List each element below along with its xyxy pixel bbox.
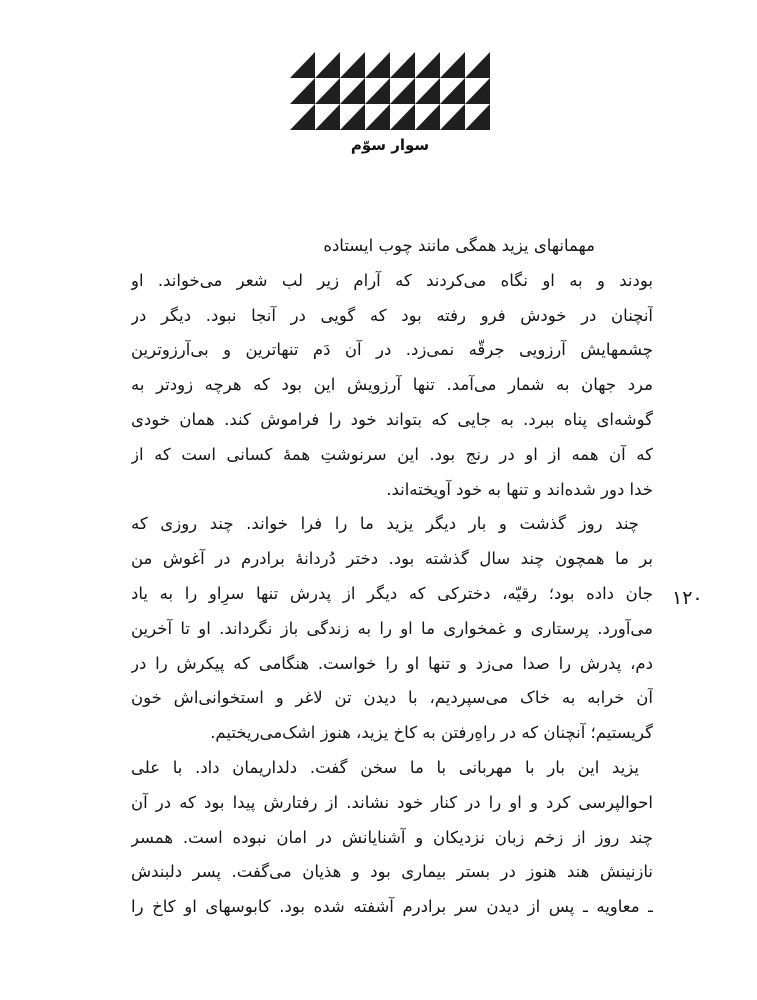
text-line: گوشه‌ای پناه ببرد. به جایی که بتواند خود را فراموش کند. همان خودی [131,409,653,429]
text-line: نازنینش هند هنوز در بستر بیماری بود و هذیان می‌گفت. پسر دلبندش [131,862,653,882]
text-line: که آن همه از او در رنج بود. این سرنوشتِ همهٔ کسانی است که از [131,444,653,464]
text-line: بر ما همچون چند سال گذشته بود. دختر دُردانهٔ برادرم در آغوش من [131,549,653,569]
ornament-triangle [415,78,440,104]
text-line: ـ معاویه ـ پس از دیدن سر برادرم آشفته شده بود. کابوسهای او کاخ را [131,897,653,917]
ornament-triangle [415,104,440,130]
text-line: آنچنان در خودش فرو رفته بود که گویی در آنجا نبود. دیگر در [131,305,653,325]
text-line: می‌آورد. پرستاری و غمخواری ما او را به زندگی باز نگرداند. او تا آخرین [131,618,653,638]
ornament-triangle [390,52,415,78]
text-line: چند روز از زخم زبان نزدیکان و آشنایانش در امان نبوده است. همسر [131,827,653,847]
page-number: ۱۲۰ [672,587,703,609]
text-line: چشمهایش آرزویی جرقّه نمی‌زد. در آن دَم تنهاترین و بی‌آرزوترین [131,340,653,360]
ornament-triangle [365,52,390,78]
ornament-triangle [315,52,340,78]
text-line: جان داده بود؛ رقیّه، دخترکی که دیگر از پدرش تنها سرِاو را به یاد [131,583,653,603]
ornament-triangle [340,104,365,130]
ornament-triangle [290,52,315,78]
text-line: دم، پدرش را صدا می‌زد و تنها او را خواست. هنگامی که پیکرش را در [131,653,653,673]
ornament-triangle [465,52,490,78]
ornament-triangle [365,104,390,130]
chapter-title: سوار سوّم [350,136,430,154]
text-line: بودند و به او نگاه می‌کردند که آرام زیر لب شعر می‌خواند. او [131,270,653,290]
ornament-triangle [390,78,415,104]
triangle-ornament [290,52,490,130]
ornament-triangle [315,78,340,104]
body-text [131,229,653,925]
text-line: خدا دور شده‌اند و تنها به خود آویخته‌اند. [386,479,653,499]
text-line: گریستیم؛ آنچنان که در راهِ‌رفتن به کاخ یزید، هنوز اشک‌می‌ریختیم. [210,723,653,743]
paragraph [131,751,653,925]
paragraph [131,229,653,507]
text-line: آن خرابه به خاک می‌سپردیم، با دیدن تن لاغر و استخوانی‌اش خون [131,688,653,708]
ornament-triangle [440,52,465,78]
ornament-triangle [465,78,490,104]
ornament-triangle [415,52,440,78]
ornament-triangle [290,78,315,104]
text-line: مهمانهای یزید همگی مانند چوب ایستاده [323,236,595,255]
ornament-triangle [340,78,365,104]
ornament-triangle [465,104,490,130]
text-line: مرد جهان به شمار می‌آمد. تنها آرزویش این بود که هرچه زودتر به [131,375,653,395]
ornament-triangle [290,104,315,130]
ornament-triangle [440,78,465,104]
ornament-triangle [440,104,465,130]
paragraph [131,507,653,751]
ornament-triangle [340,52,365,78]
ornament-triangle [390,104,415,130]
text-line: احوالپرسی کرد و او را در کنار خود نشاند. از رفتارش پیدا بود که در آن [131,792,653,812]
ornament-triangle [315,104,340,130]
text-line: چند روز گذشت و بار دیگر یزید ما را فرا خواند. چند روزی که [131,514,639,534]
text-line: یزید این بار با مهربانی با ما سخن گفت. دلداریمان داد. با علی [131,757,639,777]
ornament-triangle [365,78,390,104]
